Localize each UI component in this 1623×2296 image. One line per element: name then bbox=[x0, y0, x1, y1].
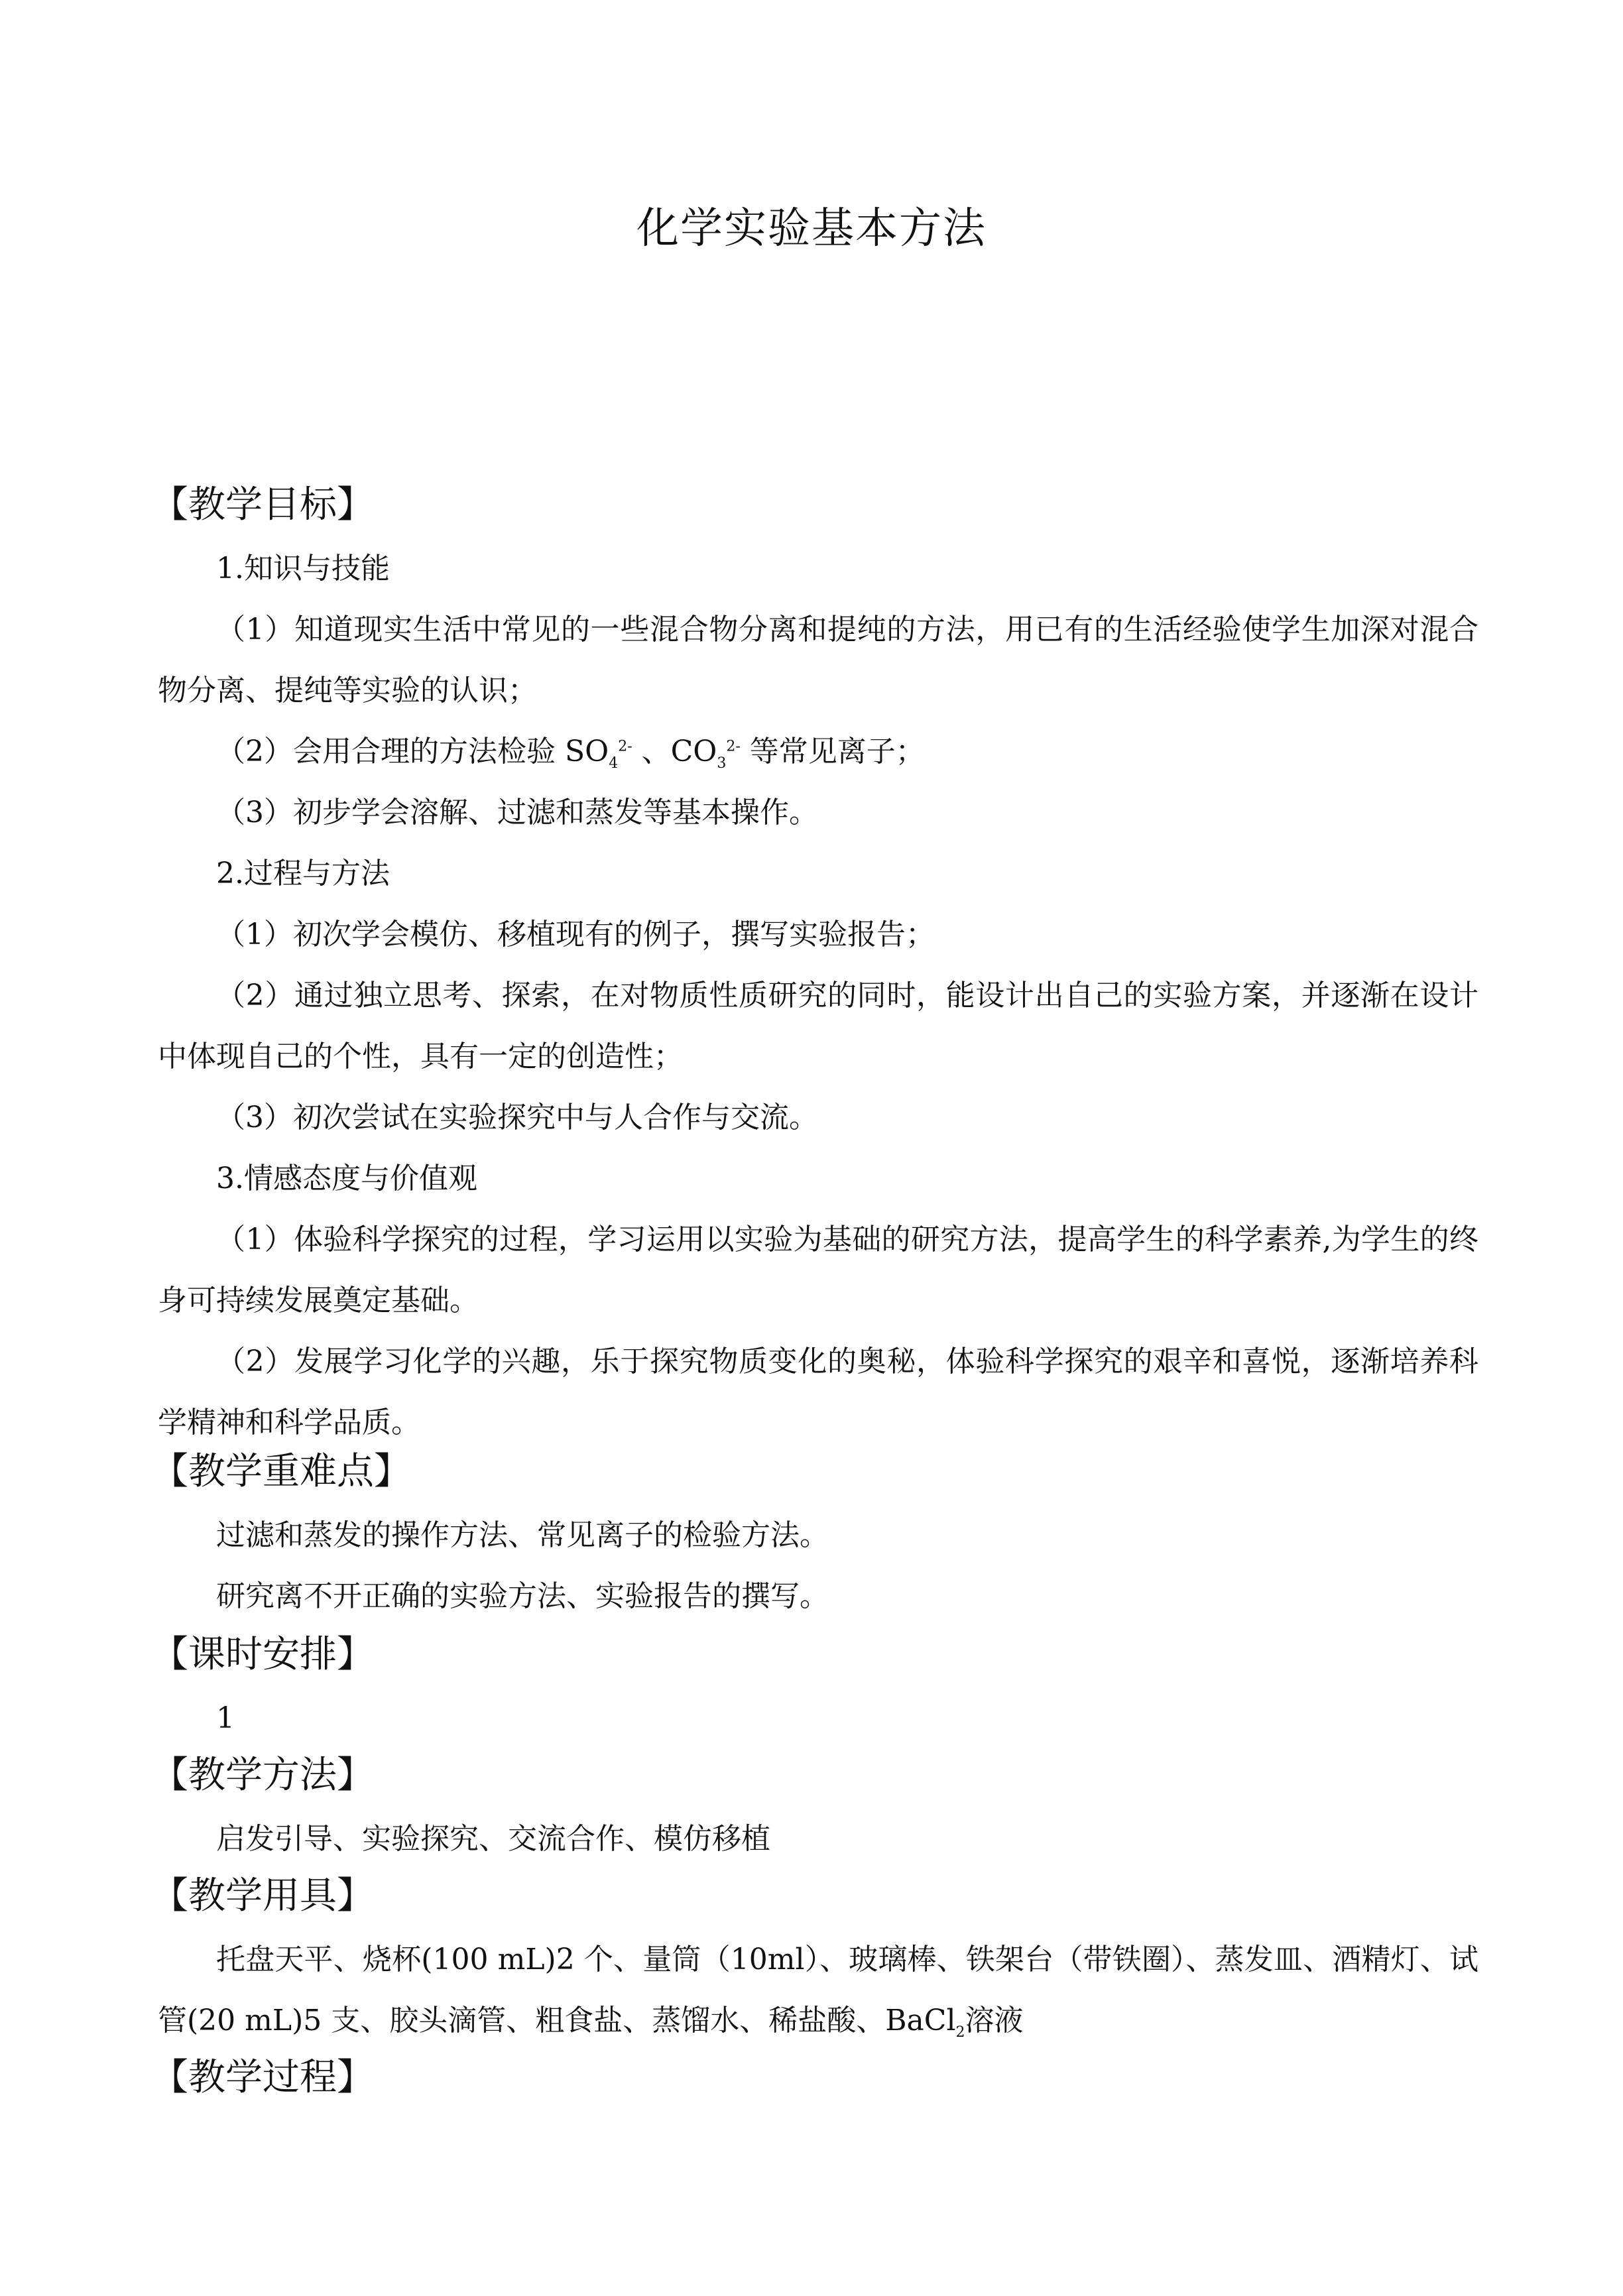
paragraph-process-3: （3）初次尝试在实验探究中与人合作与交流。 bbox=[216, 1101, 818, 1134]
tools-value: 托盘天平、烧杯(100 mL)2 个、量筒（10ml）、玻璃棒、铁架台（带铁圈）、蒸发皿、酒精灯、试管(20 mL)5 支、胶头滴管、粗食盐、蒸馏水、稀盐酸、BaCl$_2$溶液 bbox=[158, 1943, 1478, 2041]
subheading-emotion-values: 3.情感态度与价值观 bbox=[216, 1162, 477, 1195]
paragraph-process-2: （2）通过独立思考、探索，在对物质性质研究的同时，能设计出自己的实验方案，并逐渐在设计中体现自己的个性，具有一定的创造性； bbox=[158, 979, 1478, 1073]
heading-tools: 【教学用具】 bbox=[151, 1874, 374, 1917]
page-title: 化学实验基本方法 bbox=[636, 204, 987, 253]
heading-methods: 【教学方法】 bbox=[151, 1754, 374, 1797]
methods-value: 启发引导、实验探究、交流合作、模仿移植 bbox=[216, 1822, 770, 1856]
key-point-2: 研究离不开正确的实验方法、实验报告的撰写。 bbox=[216, 1579, 829, 1613]
key-point-1: 过滤和蒸发的操作方法、常见离子的检验方法。 bbox=[216, 1518, 829, 1552]
paragraph-emotion-1: （1）体验科学探究的过程，学习运用以实验为基础的研究方法，提高学生的科学素养,为学生的终身可持续发展奠定基础。 bbox=[158, 1223, 1478, 1317]
heading-objectives: 【教学目标】 bbox=[151, 483, 374, 526]
schedule-value: 1 bbox=[216, 1701, 235, 1735]
heading-process: 【教学过程】 bbox=[151, 2056, 374, 2099]
subheading-process-methods: 2.过程与方法 bbox=[216, 857, 390, 890]
paragraph-knowledge-1: （1）知道现实生活中常见的一些混合物分离和提纯的方法，用已有的生活经验使学生加深对混合物分离、提纯等实验的认识； bbox=[158, 613, 1478, 707]
paragraph-knowledge-3: （3）初步学会溶解、过滤和蒸发等基本操作。 bbox=[216, 796, 818, 829]
paragraph-knowledge-2: （2）会用合理的方法检验 $SO_4^{2-}$ 、$CO_3^{2-}$ 等常见离子； bbox=[216, 735, 925, 772]
paragraph-process-1: （1）初次学会模仿、移植现有的例子，撰写实验报告； bbox=[216, 918, 935, 951]
heading-schedule: 【课时安排】 bbox=[151, 1633, 374, 1676]
heading-key-points: 【教学重难点】 bbox=[151, 1450, 411, 1493]
subheading-knowledge-skills: 1.知识与技能 bbox=[216, 552, 390, 585]
paragraph-emotion-2: （2）发展学习化学的兴趣，乐于探究物质变化的奥秘，体验科学探究的艰辛和喜悦，逐渐培养科学精神和科学品质。 bbox=[158, 1345, 1478, 1439]
